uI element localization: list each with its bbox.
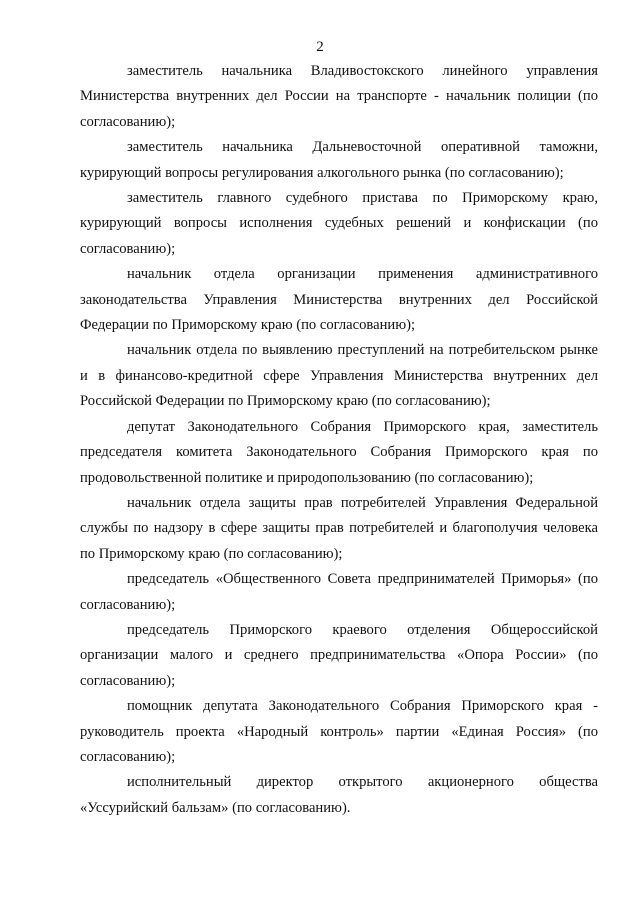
member-entry: начальник отдела организации применения административного законодательства Управления Министерства внутренних дел Российской Федерации по Приморскому краю (по согласованию); bbox=[80, 266, 598, 334]
member-entry: исполнительный директор открытого акционерного общества «Уссурийский бальзам» (по согласованию). bbox=[80, 774, 598, 816]
document-body bbox=[80, 59, 598, 821]
member-entry: депутат Законодательного Собрания Приморского края, заместитель председателя комитета Законодательного Собрания Приморского края по продовольственной политике и природопользованию (по согласованию); bbox=[80, 418, 598, 486]
member-entry: помощник депутата Законодательного Собрания Приморского края - руководитель проекта «Народный контроль» партии «Единая Россия» (по согласованию); bbox=[80, 698, 598, 765]
member-entry: заместитель начальника Владивостокского линейного управления Министерства внутренних дел России на транспорте - начальник полиции (по согласованию); bbox=[80, 63, 598, 130]
member-entry: начальник отдела по выявлению преступлений на потребительском рынке и в финансово-кредитной сфере Управления Министерства внутренних дел Российской Федерации по Приморскому краю (по согласованию); bbox=[80, 342, 598, 410]
member-entry: заместитель главного судебного пристава по Приморскому краю, курирующий вопросы исполнения судебных решений и конфискации (по согласованию); bbox=[80, 190, 598, 257]
member-entry: начальник отдела защиты прав потребителей Управления Федеральной службы по надзору в сфере защиты прав потребителей и благополучия человека по Приморскому краю (по согласованию); bbox=[80, 494, 598, 562]
member-entry: заместитель начальника Дальневосточной оперативной таможни, курирующий вопросы регулирования алкогольного рынка (по согласованию); bbox=[80, 139, 598, 181]
member-entry: председатель Приморского краевого отделения Общероссийской организации малого и среднего предпринимательства «Опора России» (по согласованию); bbox=[80, 621, 598, 689]
member-entry: председатель «Общественного Совета предпринимателей Приморья» (по согласованию); bbox=[80, 571, 598, 613]
page-number: 2 bbox=[316, 39, 324, 55]
